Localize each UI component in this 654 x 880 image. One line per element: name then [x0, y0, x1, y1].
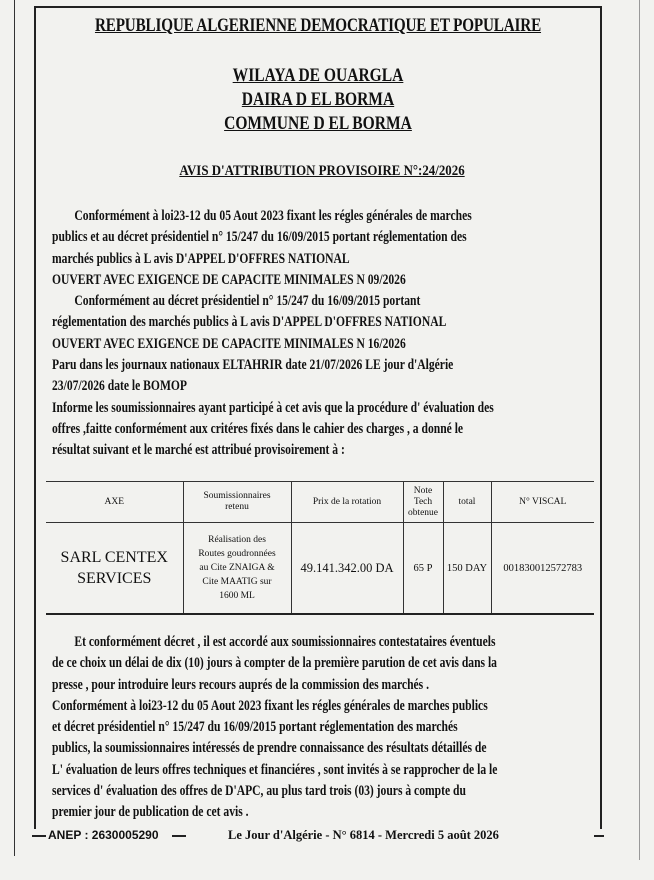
closing-line: Et conformément décret , il est accordé aux soumissionnaires contestataires éventuels: [74, 634, 496, 650]
intro-line: Conformément au décret présidentiel n° 15/247 du 16/09/2015 portant: [74, 293, 421, 310]
intro-line: Informe les soumissionnaires ayant participé à cet avis que la procédure d' évaluation des: [52, 399, 494, 416]
intro-line: 23/07/2026 date le BOMOP: [52, 378, 187, 395]
header-soumissionnaire: Soumissionnaires retenu: [183, 482, 291, 523]
left-page-edge: [0, 0, 15, 856]
cell-total: 150 DAY: [443, 523, 491, 615]
attribution-table: [46, 481, 594, 615]
intro-paragraph: [52, 206, 588, 462]
closing-line: L' évaluation de leurs offres techniques et financiéres , sont invités à se rapprocher de la le: [52, 761, 498, 778]
cell-note: 65 P: [403, 523, 443, 615]
journal-line: Le Jour d'Algérie - N° 6814 - Mercredi 5 août 2026: [228, 828, 499, 842]
intro-line: réglementation des marchés publics à L avis D'APPEL D'OFFRES NATIONAL: [52, 314, 447, 331]
intro-line: OUVERT AVEC EXIGENCE DE CAPACITE MINIMALES N 09/2026: [52, 271, 406, 288]
intro-line: OUVERT AVEC EXIGENCE DE CAPACITE MINIMALES N 16/2026: [52, 335, 406, 352]
closing-line: services d' évaluation des offres de D'APC, au plus tard trois (03) jours à compte du: [52, 783, 466, 800]
closing-line: Conformément à loi23-12 du 05 Aout 2023 fixant les régles générales de marches publics: [52, 697, 488, 714]
closing-line: publics, la soumissionnaires intéressés de prendre connaissance des résultats détaillés de: [52, 740, 487, 757]
commune-heading: COMMUNE D EL BORMA: [224, 114, 412, 134]
anep-reference: ANEP : 2630005290: [48, 828, 159, 842]
avis-title: AVIS D'ATTRIBUTION PROVISOIRE N°:24/2026: [179, 163, 465, 179]
closing-line: de ce choix un délai de dix (10) jours à compter de la première parution de cet avis dans la: [52, 655, 497, 672]
header-nif: N° VISCAL: [491, 482, 594, 523]
wilaya-heading: WILAYA DE OUARGLA: [232, 66, 404, 86]
closing-line: et décret présidentiel n° 15/247 du 16/09/2015 portant réglementation des marchés: [52, 719, 458, 736]
header-axe: AXE: [46, 482, 183, 523]
table-row: [46, 523, 594, 615]
header-prix: Prix de la rotation: [291, 482, 403, 523]
cell-prix: 49.141.342.00 DA: [291, 523, 403, 615]
closing-line: premier jour de publication de cet avis .: [52, 804, 249, 821]
header-note: Note Tech obtenue: [403, 482, 443, 523]
intro-line: publics et au décret présidentiel n° 15/247 du 16/09/2015 portant réglementation des: [52, 229, 467, 246]
intro-line: Conformément à loi23-12 du 05 Aout 2023 fixant les régles générales de marches: [74, 208, 472, 224]
cell-description: Réalisation des Routes goudronnées au Cite ZNAIGA & Cite MAATIG sur 1600 ML: [183, 523, 291, 615]
cell-nif: 001830012572783: [491, 523, 594, 615]
intro-line: Paru dans les journaux nationaux ELTAHRIR date 21/07/2026 LE jour d'Algérie: [52, 357, 454, 374]
daira-heading: DAIRA D EL BORMA: [241, 90, 395, 110]
table-header-row: [46, 482, 594, 523]
closing-paragraph: [52, 632, 588, 824]
header-total: total: [443, 482, 491, 523]
closing-line: presse , pour introduire leurs recours auprés de la commission des marchés .: [52, 676, 429, 693]
intro-line: marchés publics à L avis D'APPEL D'OFFRES NATIONAL: [52, 250, 350, 267]
intro-line: résultat suivant et le marché est attribué provisoirement à :: [52, 442, 345, 459]
republic-heading: REPUBLIQUE ALGERIENNE DEMOCRATIQUE ET POPULAIRE: [94, 16, 542, 36]
cell-company: SARL CENTEX SERVICES: [46, 523, 183, 615]
right-page-edge: [639, 0, 641, 860]
footer: [32, 826, 612, 846]
intro-line: offres ,faitte conformément aux critéres fixés dans le cahier des charges , a donné le: [52, 420, 464, 437]
